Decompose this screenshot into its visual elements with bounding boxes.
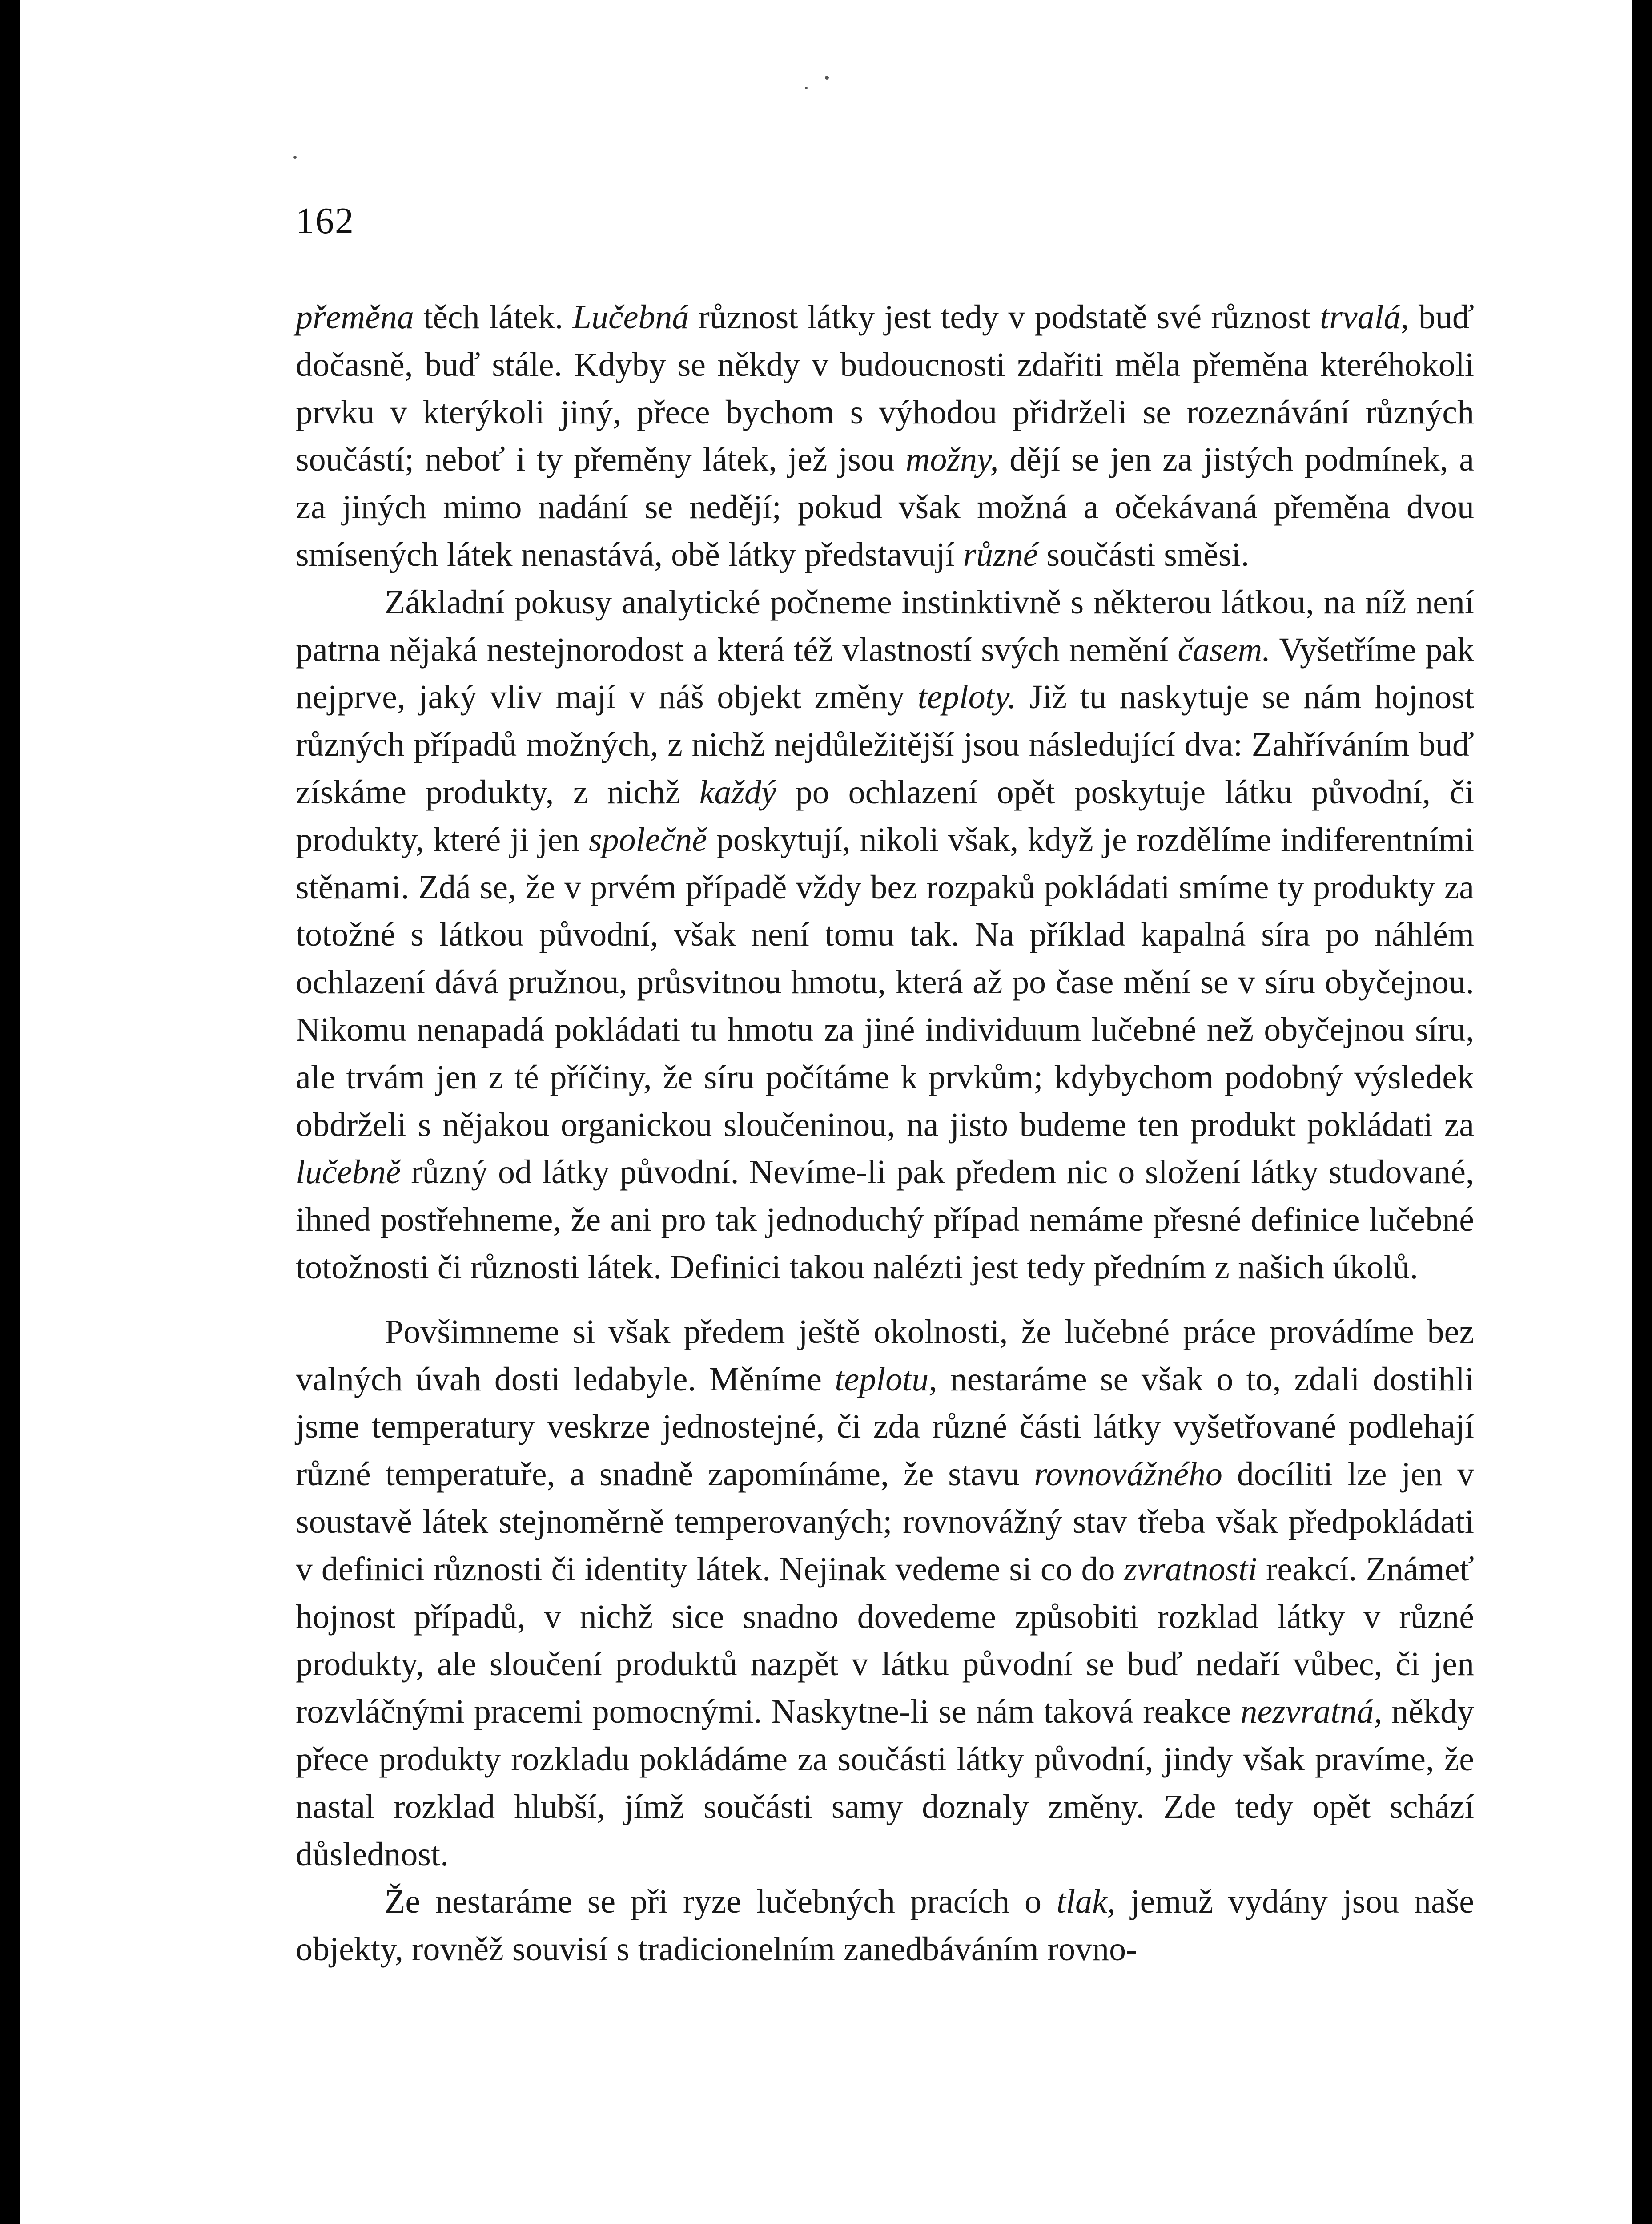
emphasized-term: trvalá, [1320,298,1409,336]
text-run: jemuž vydány jsou naše objekty, rovněž souvisí s tradicionelním zanedbáváním rovno- [296,1883,1474,1968]
emphasized-term: rovnovážného [1034,1455,1222,1493]
emphasized-term: teplotu, [835,1360,937,1398]
emphasized-term: možny, [905,441,999,479]
text-run: reakcí. Známeť hojnost případů, v nichž sice snadno dovedeme způsobiti rozklad látky v různé produkty, ale sloučení produktů nazpět v látku původní se buď nedaří vůbec, či jen rozvláčnými pracemi pomocnými. Naskytne-li se nám taková reakce [296,1550,1474,1731]
page-number: 162 [296,200,354,242]
scan-speck [293,156,297,159]
text-run: dějí se jen za jistých podmínek, a za jiných mimo nadání se nedějí; pokud však možná a očekávaná přeměna dvou smísených látek nenastává, obě látky představují [296,441,1474,573]
text-run: různý od látky původní. Nevíme-li pak předem nic o složení látky studované, ihned postřehneme, že ani pro tak jednoduchý případ nemáme přesné definice lučebné totožnosti či různosti látek. Definici takou nalézti jest tedy předním z našich úkolů. [296,1153,1474,1286]
text-run: Povšimneme si však předem ještě okolnosti, že lučebné práce provádíme bez valných úvah dosti ledabyle. Měníme [296,1313,1474,1398]
emphasized-term: teploty. [917,678,1017,716]
text-run: buď dočasně, buď stále. Kdyby se někdy v budoucnosti zdařiti měla přeměna kteréhokoli prvku v kterýkoli jiný, přece bychom s výhodou přidrželi se rozeznávání různých součástí; neboť i ty přeměny látek, jež jsou [296,298,1474,479]
emphasized-term: každý [699,773,776,811]
paragraph [296,1308,1474,1878]
emphasized-term: nezvratná, [1240,1693,1383,1731]
text-run: těch látek. [414,298,573,336]
emphasized-term: přeměna [296,298,414,336]
scan-border-left [0,0,20,2224]
text-run: někdy přece produkty rozkladu pokládáme za součásti látky původní, jindy však pravíme, že nastal rozklad hlubší, jímž součásti samy doznaly změny. Zde tedy opět schází důslednost. [296,1693,1474,1873]
paragraph [296,1878,1474,1973]
text-run: nestaráme se však o to, zdali dostihli jsme temperatury veskrze jednostejné, či zda různé části látky vyšetřované podlehají různé temperatuře, a snadně zapomínáme, že stavu [296,1360,1474,1493]
text-run: Že nestaráme se při ryze lučebných pracích o [385,1883,1057,1921]
text-run: součásti směsi. [1038,536,1250,573]
emphasized-term: Lučebná [572,298,689,336]
text-run: Již tu naskytuje se nám hojnost různých případů možných, z nichž nejdůležitější jsou následující dva: Zahříváním buď získáme produkty, z nichž [296,678,1474,811]
paragraph [296,294,1474,579]
emphasized-term: různé [963,536,1038,573]
text-run: po ochlazení opět poskytuje látku původní, či produkty, které ji jen [296,773,1474,858]
emphasized-term: časem. [1178,631,1271,669]
text-run: různost látky jest tedy v podstatě své různost [689,298,1320,336]
scan-speck [825,76,829,80]
paragraph [296,579,1474,1291]
text-run: docíliti lze jen v soustavě látek stejnoměrně temperovaných; rovnovážný stav třeba však předpokládati v definici různosti či identity látek. Nejinak vedeme si co do [296,1455,1474,1588]
emphasized-term: zvratnosti [1124,1550,1258,1588]
text-run: Základní pokusy analytické počneme instinktivně s některou látkou, na níž není patrna nějaká nestejnorodost a která též vlastností svých nemění [296,583,1474,669]
text-run: poskytují, nikoli však, když je rozdělíme indiferentními stěnami. Zdá se, že v prvém případě vždy bez rozpaků pokládati smíme ty produkty za totožné s látkou původní, však není tomu tak. Na příklad kapalná síra po náhlém ochlazení dává pružnou, průsvitnou hmotu, která až po čase mění se v síru obyčejnou. Nikomu nenapadá pokládati tu hmotu za jiné individuum lučebné než obyčejnou síru, ale trvám jen z té příčiny, že síru počítáme k prvkům; kdybychom podobný výsledek obdrželi s nějakou organickou sloučeninou, na jisto budeme ten produkt pokládati za [296,821,1474,1144]
emphasized-term: společně [589,821,707,858]
scan-border-right [1632,0,1652,2224]
text-run: Vyšetříme pak nejprve, jaký vliv mají v náš objekt změny [296,631,1474,716]
body-text [296,294,1474,1973]
emphasized-term: tlak, [1056,1883,1116,1921]
scan-speck [805,87,808,89]
emphasized-term: lučebně [296,1153,401,1191]
